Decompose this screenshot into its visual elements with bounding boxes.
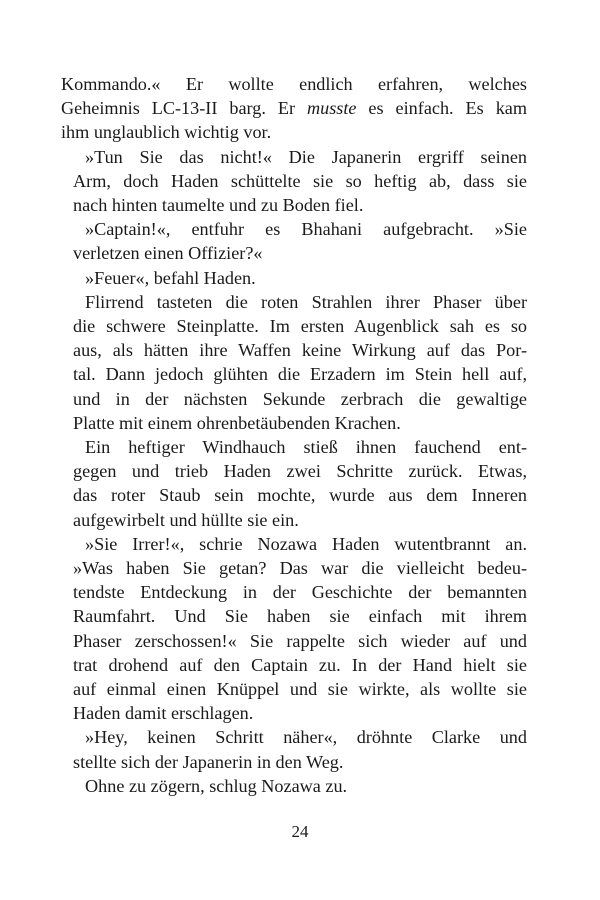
- text-line: auf einmal einen Knüppel und sie wirkte, als wollte sie: [73, 679, 527, 700]
- paragraph: [61, 266, 527, 290]
- paragraph: [61, 72, 527, 145]
- text-line: »Was haben Sie getan? Das war die vielleicht bedeu-: [73, 558, 527, 579]
- text-line: Ein heftiger Windhauch stieß ihnen fauchend ent-: [85, 437, 527, 458]
- text-line: gegen und trieb Haden zwei Schritte zurück. Etwas,: [73, 461, 527, 482]
- text-line: Geheimnis LC-13-II barg. Er musste es einfach. Es kam: [61, 98, 528, 119]
- page-number: 24: [291, 822, 309, 841]
- paragraph: [61, 290, 527, 435]
- text-line: die schwere Steinplatte. Im ersten Augenblick sah es so: [73, 316, 527, 337]
- paragraph: [61, 217, 527, 265]
- text-line: »Hey, keinen Schritt näher«, dröhnte Clarke und: [85, 727, 527, 748]
- text-line: trat drohend auf den Captain zu. In der Hand hielt sie: [73, 654, 527, 675]
- emphasized-word: musste: [306, 98, 357, 119]
- text-line: Raumfahrt. Und Sie haben sie einfach mit ihrem: [73, 606, 527, 627]
- text-line: »Captain!«, entfuhr es Bhahani aufgebracht. »Sie: [85, 219, 527, 240]
- text-line: Arm, doch Haden schüttelte sie so heftig ab, dass sie: [73, 170, 527, 191]
- text-line: Haden damit erschlagen.: [73, 703, 254, 724]
- paragraph: [61, 435, 527, 532]
- paragraph: [61, 145, 527, 218]
- text-line: ihm unglaublich wichtig vor.: [61, 122, 272, 143]
- text-line: Kommando.« Er wollte endlich erfahren, welches: [61, 74, 527, 94]
- text-line: tal. Dann jedoch glühten die Erzadern im Stein hell auf,: [73, 364, 527, 385]
- text-line: »Feuer«, befahl Haden.: [85, 267, 256, 288]
- text-line: nach hinten taumelte und zu Boden fiel.: [73, 195, 364, 216]
- paragraph: [61, 532, 527, 726]
- text-line: Flirrend tasteten die roten Strahlen ihrer Phaser über: [85, 291, 527, 312]
- text-line: »Tun Sie das nicht!« Die Japanerin ergriff seinen: [85, 146, 527, 167]
- text-line: Phaser zerschossen!« Sie rappelte sich wieder auf und: [73, 630, 527, 651]
- text-line: stellte sich der Japanerin in den Weg.: [73, 751, 344, 772]
- text-line: Ohne zu zögern, schlug Nozawa zu.: [85, 775, 348, 796]
- text-line: »Sie Irrer!«, schrie Nozawa Haden wutentbrannt an.: [85, 533, 527, 554]
- text-line: aus, als hätten ihre Waffen keine Wirkung auf das Por-: [73, 340, 527, 361]
- text-line: tendste Entdeckung in der Geschichte der bemannten: [73, 582, 527, 603]
- text-line: und in der nächsten Sekunde zerbrach die gewaltige: [73, 388, 527, 409]
- text-line: das roter Staub sein mochte, wurde aus dem Inneren: [73, 485, 527, 506]
- text-line: verletzen einen Offizier?«: [73, 243, 263, 264]
- page-body: [61, 72, 527, 798]
- text-line: aufgewirbelt und hüllte sie ein.: [73, 509, 299, 530]
- paragraph: [61, 725, 527, 773]
- text-line: Platte mit einem ohrenbetäubenden Krachen.: [73, 412, 401, 433]
- paragraph: [61, 774, 527, 798]
